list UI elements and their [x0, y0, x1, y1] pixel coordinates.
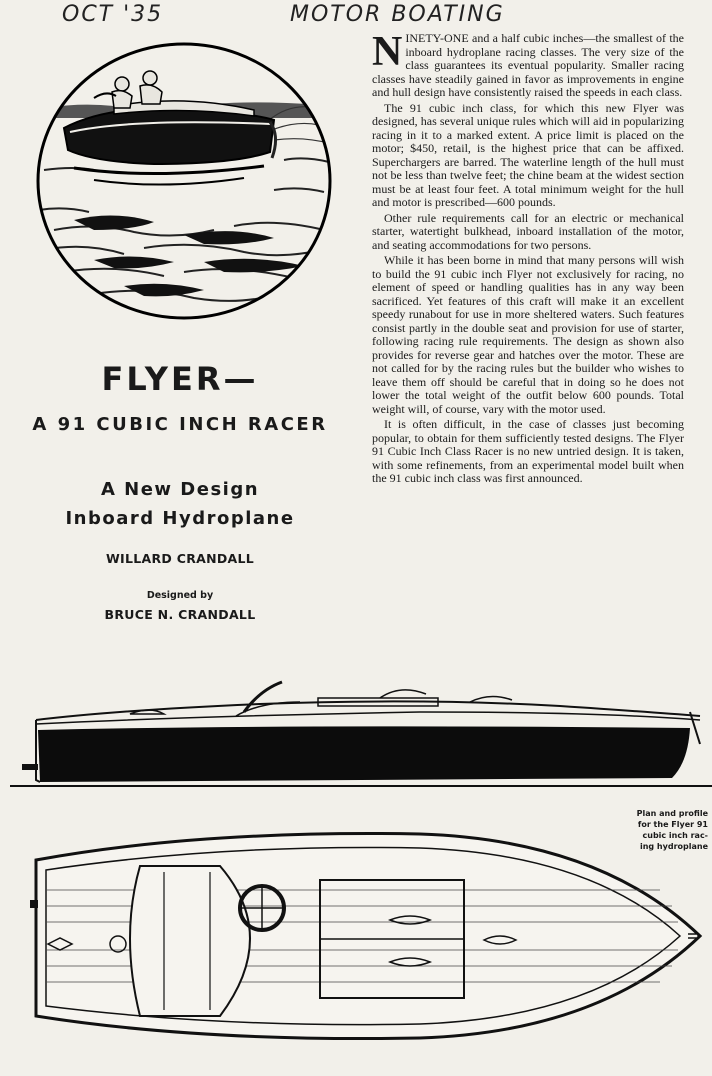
figure-caption: Plan and profile for the Flyer 91 cubic inch rac- ing hydroplane	[636, 809, 708, 851]
article-paragraph-1: NINETY-ONE and a half cubic inches—the smallest of the inboard hydroplane racing classes. The very size of the class guarantees its eventual popularity. Smaller racing classes have steadily gained in favor as improvements in engine and hull design have consistently raised the speeds in each class.	[372, 29, 684, 99]
plan-drawing	[0, 820, 712, 1060]
handwritten-publication: MOTOR BOATING	[290, 2, 505, 27]
drop-cap: N	[372, 29, 403, 75]
title-block	[10, 360, 350, 622]
author-name: WILLARD CRANDALL	[105, 551, 255, 566]
article-paragraph-2: The 91 cubic inch class, for which this new Flyer was designed, has several unique rules which will aid in popularizing racing in it to a marked extent. A price limit is placed on the motor; $450, retail, is the highest price that can be affixed. Superchargers are barred. The waterline length of the hull must not be less than twelve feet; the chine beam at the widest section must be at least four feet. A total minimum weight for the hull and motor is prescribed—600 pounds.	[372, 100, 684, 209]
designer-name: BRUCE N. CRANDALL	[104, 607, 256, 622]
profile-drawing	[0, 672, 712, 792]
designed-by-label: Designed by	[146, 590, 214, 601]
page-title: FLYER—	[101, 360, 259, 398]
handwritten-date: OCT '35	[62, 2, 164, 27]
article-paragraph-3: Other rule requirements call for an electric or mechanical starter, watertight bulkhead, inboard installation of the motor, and seating accommodations for two persons.	[372, 210, 684, 252]
design-line-1: A New Design	[100, 479, 260, 500]
article-body	[372, 29, 684, 488]
article-paragraph-5: It is often difficult, in the case of classes just becoming popular, to obtain for them sufficiently tested designs. The Flyer 91 Cubic Inch Class Racer is no new untried design. It is taken, with some refinements, from an experimental model built when the 91 cubic inch class was first announced.	[372, 417, 684, 485]
handwritten-note	[62, 2, 622, 32]
design-line-2: Inboard Hydroplane	[65, 508, 295, 529]
page-subtitle: A 91 CUBIC INCH RACER	[32, 414, 328, 435]
racing-boat-illustration	[34, 40, 334, 322]
article-paragraph-4: While it has been borne in mind that many persons will wish to build the 91 cubic inch Flyer not exclusively for racing, no element of speed or handling qualities has in any way been sacrificed. Yet features of this craft will make it an excellent speedy runabout for use in more sheltered waters. Such features consist partly in the double seat and provision for use of starter, following racing rule requirements. The design as shown also provides for reverse gear and hatches over the motor. These are not called for by the racing rules but the builder who wishes to leave them off should be careful that in doing so he does not lower the total weight of the outfit below 600 pounds. Total weight will, of course, vary with the motor used.	[372, 253, 684, 416]
